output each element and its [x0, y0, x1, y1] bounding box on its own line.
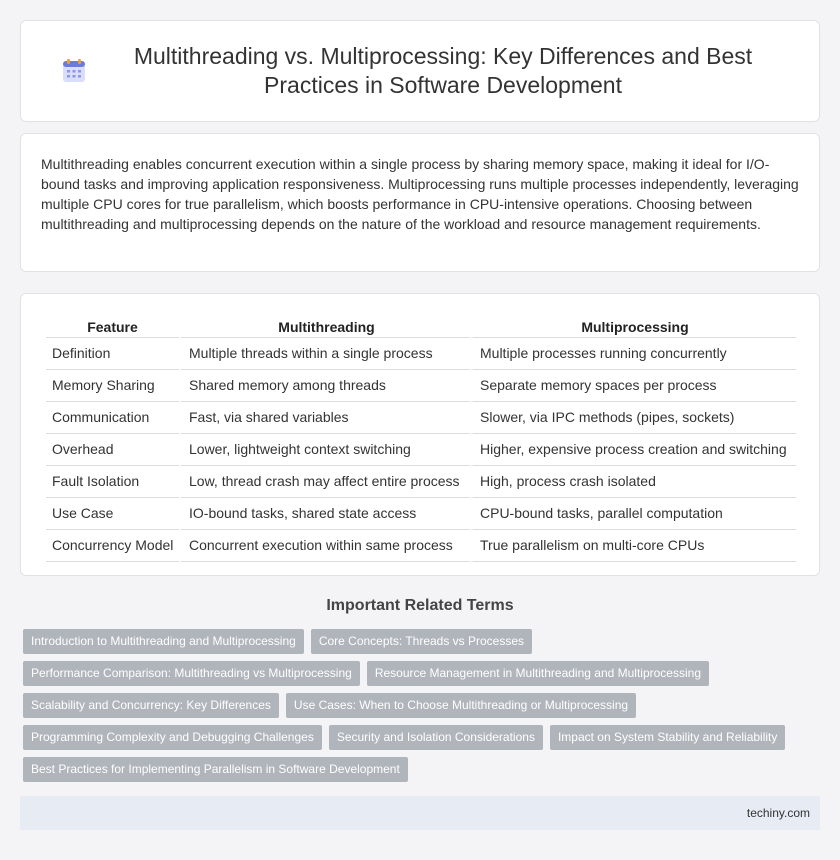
comparison-table [46, 318, 796, 562]
cell-feature: Concurrency Model [46, 530, 179, 562]
table-row [46, 434, 796, 466]
header-multithreading: Multithreading [179, 318, 470, 338]
footer-site-name: techiny.com [746, 806, 810, 820]
cell-multithreading: Multiple threads within a single process [179, 338, 470, 370]
related-term-tag[interactable]: Impact on System Stability and Reliability [550, 725, 785, 750]
cell-multiprocessing: CPU-bound tasks, parallel computation [470, 498, 796, 530]
cell-multithreading: Low, thread crash may affect entire process [179, 466, 470, 498]
cell-multiprocessing: Higher, expensive process creation and switching [470, 434, 796, 466]
cell-feature: Overhead [46, 434, 179, 466]
related-term-tag[interactable]: Resource Management in Multithreading and Multiprocessing [367, 661, 709, 686]
cell-feature: Communication [46, 402, 179, 434]
page-title: Multithreading vs. Multiprocessing: Key Differences and Best Practices in Software Development [133, 43, 753, 98]
footer [20, 796, 820, 830]
cell-feature: Memory Sharing [46, 370, 179, 402]
related-term-tag[interactable]: Scalability and Concurrency: Key Differences [23, 693, 279, 718]
calendar-icon [61, 58, 87, 84]
cell-multiprocessing: Multiple processes running concurrently [470, 338, 796, 370]
comparison-table-card [20, 293, 820, 576]
related-term-tag[interactable]: Security and Isolation Considerations [329, 725, 543, 750]
related-term-tag[interactable]: Core Concepts: Threads vs Processes [311, 629, 532, 654]
table-row [46, 498, 796, 530]
cell-multithreading: Lower, lightweight context switching [179, 434, 470, 466]
cell-multiprocessing: True parallelism on multi-core CPUs [470, 530, 796, 562]
related-terms-list [23, 629, 823, 789]
related-term-tag[interactable]: Best Practices for Implementing Parallelism in Software Development [23, 757, 408, 782]
table-row [46, 338, 796, 370]
table-row [46, 466, 796, 498]
intro-paragraph: Multithreading enables concurrent execution within a single process by sharing memory space, making it ideal for I/O-bound tasks and improving application responsiveness. Multiprocessing runs multiple processes independently, leveraging multiple CPU cores for true parallelism, which boosts performance in CPU-intensive operations. Choosing between multithreading and multiprocessing depends on the nature of the workload and resource management requirements. [41, 156, 799, 232]
cell-feature: Definition [46, 338, 179, 370]
table-row [46, 402, 796, 434]
cell-feature: Fault Isolation [46, 466, 179, 498]
cell-feature: Use Case [46, 498, 179, 530]
table-header-row [46, 318, 796, 338]
table-row [46, 370, 796, 402]
related-term-tag[interactable]: Performance Comparison: Multithreading vs Multiprocessing [23, 661, 360, 686]
cell-multithreading: IO-bound tasks, shared state access [179, 498, 470, 530]
table-row [46, 530, 796, 562]
header-multiprocessing: Multiprocessing [470, 318, 796, 338]
cell-multiprocessing: Separate memory spaces per process [470, 370, 796, 402]
related-term-tag[interactable]: Use Cases: When to Choose Multithreading or Multiprocessing [286, 693, 636, 718]
header-card [20, 20, 820, 122]
related-term-tag[interactable]: Introduction to Multithreading and Multiprocessing [23, 629, 304, 654]
header-feature: Feature [46, 318, 179, 338]
cell-multithreading: Shared memory among threads [179, 370, 470, 402]
intro-card [20, 133, 820, 272]
related-term-tag[interactable]: Programming Complexity and Debugging Challenges [23, 725, 322, 750]
cell-multithreading: Fast, via shared variables [179, 402, 470, 434]
cell-multiprocessing: High, process crash isolated [470, 466, 796, 498]
cell-multithreading: Concurrent execution within same process [179, 530, 470, 562]
related-terms-title: Important Related Terms [326, 597, 514, 614]
cell-multiprocessing: Slower, via IPC methods (pipes, sockets) [470, 402, 796, 434]
